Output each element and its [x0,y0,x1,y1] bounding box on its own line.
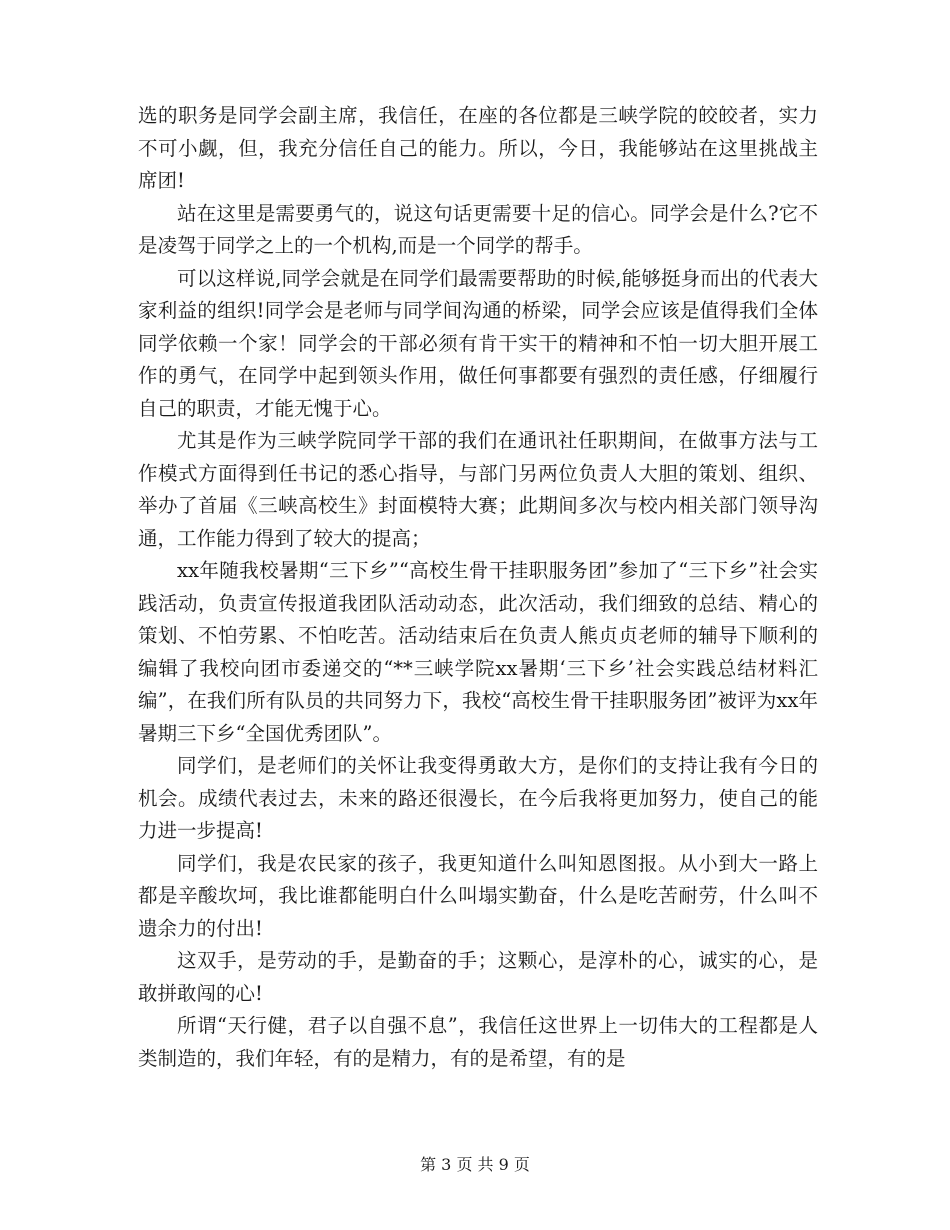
paragraph: 这双手，是劳动的手，是勤奋的手；这颗心，是淳朴的心，诚实的心，是敢拼敢闯的心! [138,949,818,1005]
document-body [138,100,818,1075]
paragraph: 同学们，是老师们的关怀让我变得勇敢大方，是你们的支持让我有今日的机会。成绩代表过去，未来的路还很漫长，在今后我将更加努力，使自己的能力进一步提高! [138,754,818,842]
paragraph: 所谓“天行健，君子以自强不息”，我信任这世界上一切伟大的工程都是人类制造的，我们年轻，有的是精力，有的是希望，有的是 [138,1014,818,1070]
paragraph: 可以这样说,同学会就是在同学们最需要帮助的时候,能够挺身而出的代表大家利益的组织!同学会是老师与同学间沟通的桥梁，同学会应该是值得我们全体同学依赖一个家！同学会的干部必须有肯干实干的精神和不怕一切大胆开展工作的勇气，在同学中起到领头作用，做任何事都要有强烈的责任感，仔细履行自己的职责，才能无愧于心。 [138,266,818,420]
paragraph: xx年随我校暑期“三下乡”“高校生骨干挂职服务团”参加了“三下乡”社会实践活动，负责宣传报道我团队活动动态，此次活动，我们细致的总结、精心的策划、不怕劳累、不怕吃苦。活动结束后在负责人熊贞贞老师的辅导下顺利的编辑了我校向团市委递交的“**三峡学院xx暑期‘三下乡’社会实践总结材料汇编”，在我们所有队员的共同努力下，我校“高校生骨干挂职服务团”被评为xx年暑期三下乡“全国优秀团队”。 [138,559,818,745]
paragraph: 尤其是作为三峡学院同学干部的我们在通讯社任职期间，在做事方法与工作模式方面得到任书记的悉心指导，与部门另两位负责人大胆的策划、组织、举办了首届《三峡高校生》封面模特大赛；此期间多次与校内相关部门领导沟通，工作能力得到了较大的提高； [138,429,818,550]
paragraph: 站在这里是需要勇气的，说这句话更需要十足的信心。同学会是什么?它不是凌驾于同学之上的一个机构,而是一个同学的帮手。 [138,201,818,257]
paragraph: 选的职务是同学会副主席，我信任，在座的各位都是三峡学院的皎皎者，实力不可小觑，但，我充分信任自己的能力。所以，今日，我能够站在这里挑战主席团! [138,104,818,192]
page-number-footer: 第 3 页 共 9 页 [420,1155,530,1174]
paragraph: 同学们，我是农民家的孩子，我更知道什么叫知恩图报。从小到大一路上都是辛酸坎坷，我比谁都能明白什么叫塌实勤奋，什么是吃苦耐劳，什么叫不遗余力的付出! [138,851,818,940]
